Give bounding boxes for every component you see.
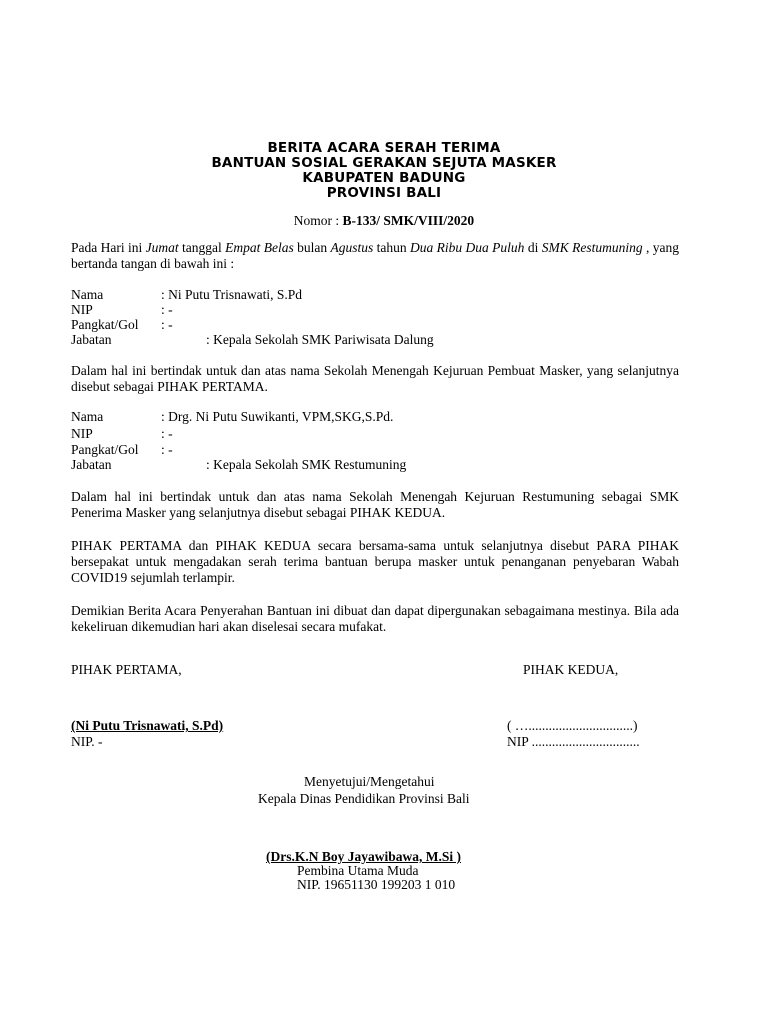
field-label: Jabatan	[71, 457, 112, 472]
field-label: Nama	[71, 409, 104, 424]
intro-place: SMK Restumuning	[541, 240, 643, 255]
second-party-signer-name: ( …...............................)	[507, 718, 638, 733]
title-line-2: BANTUAN SOSIAL GERAKAN SEJUTA MASKER	[211, 155, 557, 171]
document-title	[0, 141, 768, 201]
intro-date: Empat Belas	[225, 240, 294, 255]
agreement-paragraph: PIHAK PERTAMA dan PIHAK KEDUA secara bersama-sama untuk selanjutnya disebut PARA PIHAK bersepakat untuk mengadakan serah terima bantuan berupa masker untuk penanganan penyebaran Wabah COVID19 sejumlah terlampir.	[71, 538, 679, 585]
approval-heading: Menyetujui/Mengetahui	[304, 774, 435, 789]
intro-text: bulan	[293, 240, 331, 255]
field-value: : Kepala Sekolah SMK Restumuning	[206, 457, 407, 472]
field-value: : Ni Putu Trisnawati, S.Pd	[161, 287, 303, 302]
field-value: : -	[161, 302, 173, 317]
field-value: : -	[161, 426, 173, 441]
intro-paragraph	[71, 240, 679, 272]
intro-day: Jumat	[145, 240, 179, 255]
field-label: NIP	[71, 426, 93, 441]
approver-rank: Pembina Utama Muda	[297, 863, 419, 878]
intro-text: di	[524, 240, 542, 255]
intro-text: , yang bertanda tangan di bawah ini :	[71, 240, 679, 271]
field-value: : -	[161, 317, 173, 332]
approver-nip: NIP. 19651130 199203 1 010	[297, 877, 456, 892]
intro-text: Pada Hari ini	[71, 240, 146, 255]
field-label: Pangkat/Gol	[71, 317, 139, 332]
title-line-4: PROVINSI BALI	[326, 185, 442, 201]
field-value: : Kepala Sekolah SMK Pariwisata Dalung	[206, 332, 434, 347]
field-label: Pangkat/Gol	[71, 442, 139, 457]
first-party-nip: NIP. -	[71, 734, 103, 749]
approver-name: (Drs.K.N Boy Jayawibawa, M.Si )	[266, 849, 461, 864]
second-party-title: PIHAK KEDUA,	[523, 662, 619, 677]
party1-statement: Dalam hal ini bertindak untuk dan atas nama Sekolah Menengah Kejuruan Pembuat Masker, yang selanjutnya disebut sebagai PIHAK PERTAMA.	[71, 363, 679, 394]
nomor-label: Nomor :	[293, 213, 343, 228]
field-value: : Drg. Ni Putu Suwikanti, VPM,SKG,S.Pd.	[161, 409, 394, 424]
intro-text: tanggal	[178, 240, 226, 255]
nomor-value: B-133/ SMK/VIII/2020	[342, 213, 475, 228]
title-line-1: BERITA ACARA SERAH TERIMA	[267, 140, 501, 156]
closing-paragraph: Demikian Berita Acara Penyerahan Bantuan ini dibuat dan dapat dipergunakan sebagaimana mestinya. Bila ada kekeliruan dikemudian hari akan diselesai secara mufakat.	[71, 603, 679, 634]
field-label: NIP	[71, 302, 93, 317]
second-party-nip: NIP ................................	[507, 734, 640, 749]
intro-year: Dua Ribu Dua Puluh	[410, 240, 525, 255]
party2-statement: Dalam hal ini bertindak untuk dan atas nama Sekolah Menengah Kejuruan Restumuning sebagai SMK Penerima Masker yang selanjutnya disebut sebagai PIHAK KEDUA.	[71, 489, 679, 520]
intro-month: Agustus	[330, 240, 374, 255]
first-party-title: PIHAK PERTAMA,	[71, 662, 182, 677]
approval-office: Kepala Dinas Pendidikan Provinsi Bali	[258, 791, 470, 806]
field-value: : -	[161, 442, 173, 457]
intro-text: tahun	[373, 240, 411, 255]
field-label: Jabatan	[71, 332, 112, 347]
document-number	[0, 213, 768, 229]
field-label: Nama	[71, 287, 104, 302]
title-line-3: KABUPATEN BADUNG	[302, 170, 466, 186]
first-party-signer-name: (Ni Putu Trisnawati, S.Pd)	[71, 718, 224, 733]
